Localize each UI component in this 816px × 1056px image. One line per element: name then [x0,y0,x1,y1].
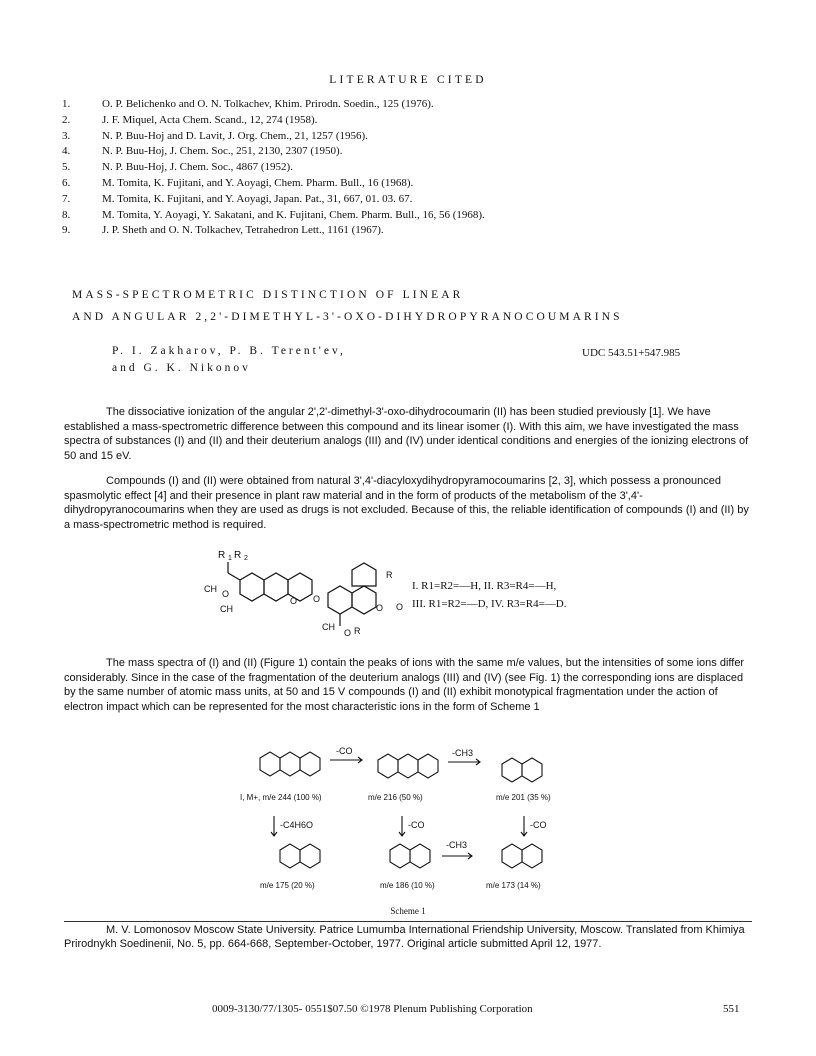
scheme-caption: Scheme 1 [390,906,426,916]
udc-code: UDC 543.51+547.985 [582,347,681,359]
ion-label-186: m/e 186 (10 %) [380,881,435,890]
svg-text:R: R [234,550,242,561]
ion-label-173: m/e 173 (14 %) [486,881,541,890]
paragraph-2: Compounds (I) and (II) were obtained from natural 3',4'-diacyloxydihydropyramocoumarins [2, 3], which possess a pronounced spasmolytic effect [4] and their presence in plant raw material and in the form of products of the metabolism of the 3',4'-dihydropyranocoumarins when they are used as drugs is not excluded. Because of this, the reliable identification of compounds (I) and (II) by a mass-spectrometric method is required. [64,475,749,531]
svg-text:O: O [396,602,404,612]
loss-ch3-label-1: -CH3 [452,748,474,758]
loss-co-label-2: -CO [408,820,425,830]
reference-item: 2. J. F. Miquel, Acta Chem. Scand., 12, 274 (1958). [62,113,318,126]
reference-item: 9. J. P. Sheth and O. N. Tolkachev, Tetrahedron Lett., 1161 (1967). [62,224,384,237]
compound-legend-line-1: I. R1=R2=—H, II. R3=R4=—H, [412,580,557,592]
paragraph-3: The mass spectra of (I) and (II) (Figure 1) contain the peaks of ions with the same m/e values, but the intensities of some ions differ considerably. Since in the case of the fragmentation of the deuterium analogs (III) and (IV) (see Fig. 1) the corresponding ions are displaced by the same number of atomic mass units, at 50 and 15 V compounds (I) and (II) exhibit monotypical fragmentation under the action of electron impact which can be represented for the most characteristic ions in the form of Scheme 1 [64,657,745,713]
svg-text:R: R [218,550,226,561]
literature-cited-heading: LITERATURE CITED [329,74,487,86]
svg-text:2: 2 [244,555,248,562]
fragmentation-scheme [240,738,590,898]
reference-item: 6. M. Tomita, K. Fujitani, and Y. Aoyagi, Chem. Pharm. Bull., 16 (1968). [62,176,414,189]
svg-text:O: O [376,603,384,613]
svg-text:O: O [290,596,298,606]
loss-c4h6o-label: -C4H6O [280,820,314,830]
reference-item: 4. N. P. Buu-Hoj, J. Chem. Soc., 251, 2130, 2307 (1950). [62,145,343,158]
ion-label-216: m/e 216 (50 %) [368,793,423,802]
svg-text:CH: CH [220,604,233,614]
affiliation-footnote: M. V. Lomonosov Moscow State University. Patrice Lumumba International Friendship University, Moscow. Translated from Khimiya Prirodnykh Soedinenii, No. 5, pp. 664-668, September-October, 1977. Original article submitted April 12, 1977. [64,924,745,951]
ion-label-175: m/e 175 (20 %) [260,881,315,890]
loss-co-label-1: -CO [336,746,353,756]
copyright-line: 0009-3130/77/1305- 0551$07.50 ©1978 Plenum Publishing Corporation [212,1003,533,1015]
article-title-line-1: MASS-SPECTROMETRIC DISTINCTION OF LINEAR [72,289,464,301]
reference-item: 8. M. Tomita, Y. Aoyagi, Y. Sakatani, and K. Fujitani, Chem. Pharm. Bull., 16, 56 (1968). [62,208,485,221]
loss-ch3-label-2: -CH3 [446,840,468,850]
svg-text:R: R [354,626,361,636]
svg-text:CH: CH [322,622,335,632]
reference-item: 3. N. P. Buu-Hoj and D. Lavit, J. Org. Chem., 21, 1257 (1956). [62,129,368,142]
svg-text:O: O [344,628,352,638]
paragraph-1: The dissociative ionization of the angular 2',2'-dimethyl-3'-oxo-dihydrocoumarin (II) has been studied previously [1]. We have established a mass-spectrometric difference between this compound and its linear isomer (I). With this aim, we have investigated the mass spectra of substances (I) and (II) and their deuterium analogs (III) and (IV) under identical conditions and energies of the ionizing electrons of 50 and 15 eV. [64,406,749,462]
pyranocoumarin-structures [200,548,410,648]
footnote-divider [64,921,752,922]
reference-list [62,97,762,239]
compound-legend-line-2: III. R1=R2=—D, IV. R3=R4=—D. [412,598,567,610]
reference-item: 1. O. P. Belichenko and O. N. Tolkachev, Khim. Prirodn. Soedin., 125 (1976). [62,98,434,110]
svg-text:R: R [386,570,393,580]
reference-item: 5. N. P. Buu-Hoj, J. Chem. Soc., 4867 (1952). [62,161,293,174]
svg-text:CH: CH [204,584,217,594]
reference-item: 7. M. Tomita, K. Fujitani, and Y. Aoyagi, Japan. Pat., 31, 667, 01. 03. 67. [62,192,413,205]
loss-co-label-3: -CO [530,820,547,830]
compound-legend [412,577,566,613]
authors-line-1: P. I. Zakharov, P. B. Terent'ev, [112,345,346,357]
svg-text:1: 1 [228,555,232,562]
page-number: 551 [723,1003,740,1015]
svg-text:O: O [313,594,321,604]
ion-label-244: I, M+, m/e 244 (100 %) [240,793,322,802]
svg-text:O: O [222,589,230,599]
authors-line-2: and G. K. Nikonov [112,362,251,374]
ion-label-201: m/e 201 (35 %) [496,793,551,802]
article-title-line-2: AND ANGULAR 2,2'-DIMETHYL-3'-OXO-DIHYDROPYRANOCOUMARINS [72,311,623,323]
